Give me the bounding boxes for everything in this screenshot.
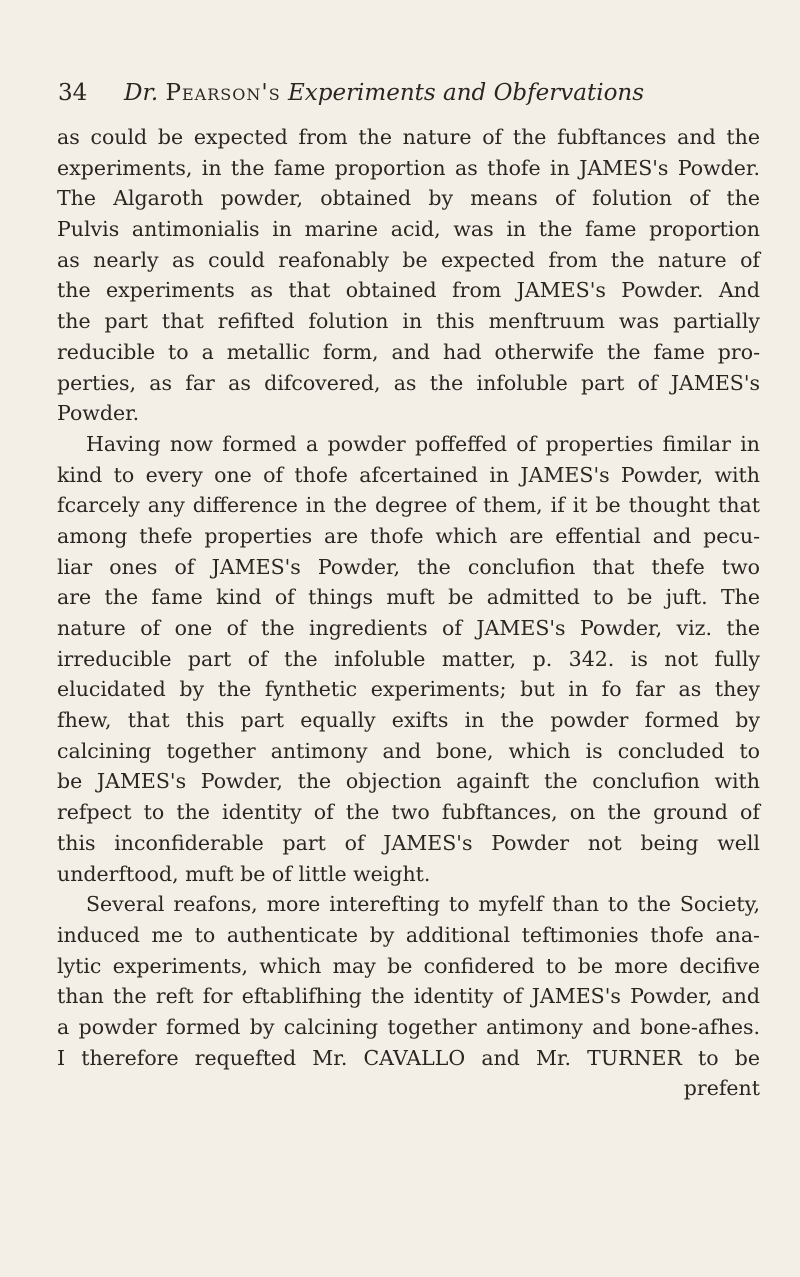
body-text xyxy=(57,122,760,1104)
text-line: as nearly as could reafonably be expected from the nature of xyxy=(57,247,760,272)
text-line: calcining together antimony and bone, which is concluded to xyxy=(57,738,760,763)
text-line: liar ones of JAMES's Powder, the conclufion that thefe two xyxy=(57,554,760,579)
text-line: kind to every one of thofe afcertained in JAMES's Powder, with xyxy=(57,462,760,487)
text-line: the experiments as that obtained from JAMES's Powder. And xyxy=(57,278,760,303)
text-line: Powder. xyxy=(57,401,140,426)
text-line: reducible to a metallic form, and had otherwife the fame pro- xyxy=(57,339,760,364)
text-line: prefent xyxy=(683,1076,760,1101)
text-line: be JAMES's Powder, the objection againft the conclufion with xyxy=(57,769,760,794)
page-number: 34 xyxy=(58,80,88,106)
text-line: fcarcely any difference in the degree of them, if it be thought that xyxy=(57,493,760,518)
text-line: underftood, muft be of little weight. xyxy=(57,861,431,886)
text-line: perties, as far as difcovered, as the infoluble part of JAMES's xyxy=(57,370,760,395)
text-line: irreducible part of the infoluble matter, p. 342. is not fully xyxy=(57,646,760,671)
text-line: Pulvis antimonialis in marine acid, was in the fame proportion xyxy=(57,217,760,242)
text-line: the part that refifted folution in this menftruum was partially xyxy=(57,309,760,334)
text-line: are the fame kind of things muft be admitted to be juft. The xyxy=(57,585,760,610)
text-line: than the reft for eftablifhing the identity of JAMES's Powder, and xyxy=(57,984,760,1009)
text-line: refpect to the identity of the two fubftances, on the ground of xyxy=(57,800,760,825)
text-line: fhew, that this part equally exifts in the powder formed by xyxy=(57,708,760,733)
page-header xyxy=(58,80,758,120)
running-head-title: Experiments and Obfervations xyxy=(280,80,645,106)
text-line: as could be expected from the nature of the fubftances and the xyxy=(57,125,760,149)
text-line: experiments, in the fame proportion as thofe in JAMES's Powder. xyxy=(57,155,760,180)
text-line: among thefe properties are thofe which are effential and pecu- xyxy=(57,523,760,548)
text-line: a powder formed by calcining together antimony and bone-afhes. xyxy=(57,1014,760,1039)
text-line: induced me to authenticate by additional teftimonies thofe ana- xyxy=(57,922,760,947)
text-line: Several reafons, more interefting to myfelf than to the Society, xyxy=(86,892,760,917)
text-line: I therefore requefted Mr. CAVALLO and Mr. TURNER to be xyxy=(57,1045,760,1070)
text-line: elucidated by the fynthetic experiments; but in fo far as they xyxy=(57,677,760,702)
running-head xyxy=(124,80,644,106)
text-line: The Algaroth powder, obtained by means of folution of the xyxy=(57,186,760,211)
text-line: Having now formed a powder poffeffed of properties fimilar in xyxy=(86,431,760,456)
running-head-author: Pearson's xyxy=(165,80,281,106)
text-line: this inconfiderable part of JAMES's Powder not being well xyxy=(57,830,760,855)
text-line: lytic experiments, which may be confidered to be more decifive xyxy=(57,953,760,978)
running-head-prefix: Dr. xyxy=(124,80,166,106)
text-line: nature of one of the ingredients of JAMES's Powder, viz. the xyxy=(57,616,760,640)
